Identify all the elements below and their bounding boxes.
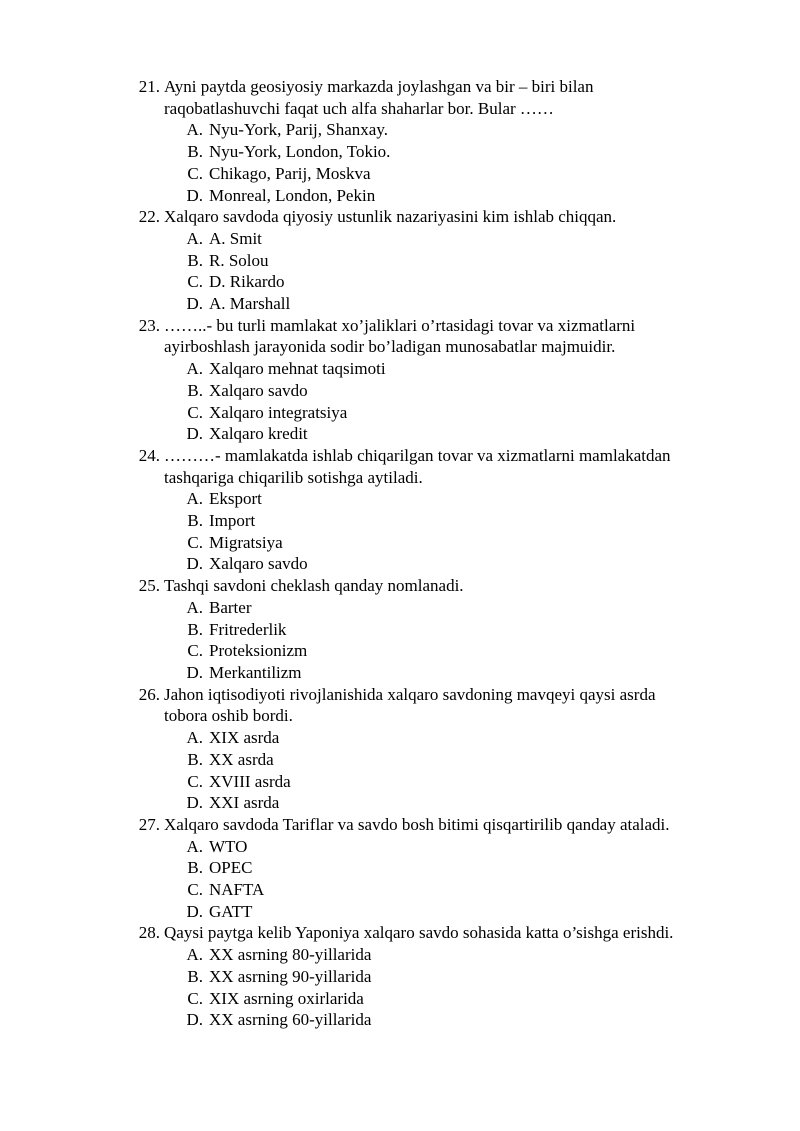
answer-option	[0, 792, 800, 814]
option-letter: B.	[187, 619, 203, 639]
question-28	[0, 922, 800, 1031]
question-text-line: Xalqaro savdoda Tariflar va savdo bosh bitimi qisqartirilib qanday ataladi.	[164, 814, 670, 834]
question-text-line: raqobatlashuvchi faqat uch alfa shaharlar bor. Bular ……	[164, 98, 554, 118]
option-text: Monreal, London, Pekin	[209, 185, 376, 205]
question-number: 25.	[138, 576, 160, 596]
answer-option	[0, 662, 800, 684]
option-text: Chikago, Parij, Moskva	[209, 163, 371, 183]
question-25	[0, 575, 800, 684]
option-text: XX asrning 80-yillarida	[209, 945, 372, 965]
option-text: WTO	[209, 836, 248, 856]
answer-option	[0, 488, 800, 510]
option-text: Xalqaro savdo	[209, 554, 308, 574]
option-text: Proteksionizm	[209, 641, 308, 661]
answer-option	[0, 771, 800, 793]
option-text: Barter	[209, 597, 252, 617]
answer-option	[0, 358, 800, 380]
option-text: Nyu-York, London, Tokio.	[209, 142, 391, 162]
option-letter: A.	[186, 597, 203, 617]
option-letter: C.	[187, 988, 203, 1008]
question-text-line: tashqariga chiqarilib sotishga aytiladi.	[164, 467, 423, 487]
option-text: XX asrning 90-yillarida	[209, 966, 372, 986]
option-text: XXI asrda	[209, 793, 280, 813]
option-text: Eksport	[209, 489, 262, 509]
option-letter: A.	[186, 489, 203, 509]
option-letter: C.	[187, 163, 203, 183]
option-letter: C.	[187, 532, 203, 552]
answer-option	[0, 749, 800, 771]
answer-option	[0, 228, 800, 250]
option-text: Xalqaro mehnat taqsimoti	[209, 359, 386, 379]
option-text: XX asrda	[209, 749, 274, 769]
option-letter: B.	[187, 966, 203, 986]
question-21	[0, 76, 800, 206]
option-letter: B.	[187, 511, 203, 531]
option-letter: B.	[187, 250, 203, 270]
option-letter: B.	[187, 858, 203, 878]
option-letter: D.	[186, 662, 203, 682]
answer-option	[0, 1009, 800, 1031]
option-letter: A.	[186, 120, 203, 140]
option-letter: A.	[186, 945, 203, 965]
option-letter: D.	[186, 554, 203, 574]
option-text: Nyu-York, Parij, Shanxay.	[209, 120, 388, 140]
answer-option	[0, 510, 800, 532]
option-text: XX asrning 60-yillarida	[209, 1010, 372, 1030]
option-letter: C.	[187, 641, 203, 661]
question-text-line: tobora oshib bordi.	[164, 706, 293, 726]
option-text: GATT	[209, 901, 253, 921]
question-27	[0, 814, 800, 923]
option-text: Merkantilizm	[209, 662, 302, 682]
answer-option	[0, 119, 800, 141]
answer-option	[0, 640, 800, 662]
answer-option	[0, 901, 800, 923]
option-text: Xalqaro kredit	[209, 424, 308, 444]
answer-option	[0, 857, 800, 879]
question-22	[0, 206, 800, 315]
option-letter: D.	[186, 424, 203, 444]
document-page	[0, 76, 800, 1031]
option-letter: A.	[186, 359, 203, 379]
question-number: 23.	[138, 315, 160, 335]
answer-option	[0, 141, 800, 163]
option-text: A. Smit	[209, 228, 262, 248]
answer-option	[0, 532, 800, 554]
option-text: OPEC	[209, 858, 253, 878]
answer-option	[0, 293, 800, 315]
option-letter: C.	[187, 771, 203, 791]
option-letter: A.	[186, 228, 203, 248]
answer-option	[0, 250, 800, 272]
answer-option	[0, 185, 800, 207]
answer-option	[0, 597, 800, 619]
question-text-line: Xalqaro savdoda qiyosiy ustunlik nazariyasini kim ishlab chiqqan.	[164, 207, 617, 227]
option-letter: A.	[186, 728, 203, 748]
option-text: D. Rikardo	[209, 272, 285, 292]
option-text: Import	[209, 511, 256, 531]
answer-option	[0, 271, 800, 293]
option-letter: D.	[186, 793, 203, 813]
option-text: Fritrederlik	[209, 619, 287, 639]
answer-option	[0, 423, 800, 445]
question-number: 21.	[138, 77, 160, 96]
option-text: Migratsiya	[209, 532, 283, 552]
answer-option	[0, 836, 800, 858]
question-text-line: ayirboshlash jarayonida sodir bo’ladigan munosabatlar majmuidir.	[164, 337, 616, 357]
option-letter: B.	[187, 380, 203, 400]
option-letter: D.	[186, 901, 203, 921]
question-text-line: Jahon iqtisodiyoti rivojlanishida xalqaro savdoning mavqeyi qaysi asrda	[164, 684, 656, 704]
question-24	[0, 445, 800, 575]
question-text-line: ……..- bu turli mamlakat xo’jaliklari o’rtasidagi tovar va xizmatlarni	[164, 315, 636, 335]
answer-option	[0, 163, 800, 185]
option-letter: A.	[186, 836, 203, 856]
option-text: NAFTA	[209, 880, 265, 900]
option-letter: D.	[186, 294, 203, 314]
option-letter: D.	[186, 185, 203, 205]
option-letter: C.	[187, 402, 203, 422]
question-text-line: ………- mamlakatda ishlab chiqarilgan tovar va xizmatlarni mamlakatdan	[164, 445, 671, 465]
option-letter: B.	[187, 142, 203, 162]
question-number: 24.	[138, 445, 160, 465]
question-number: 26.	[138, 684, 160, 704]
option-text: XVIII asrda	[209, 771, 291, 791]
question-number: 22.	[138, 207, 160, 227]
option-letter: C.	[187, 880, 203, 900]
answer-option	[0, 619, 800, 641]
option-text: Xalqaro integratsiya	[209, 402, 348, 422]
answer-option	[0, 944, 800, 966]
answer-option	[0, 553, 800, 575]
question-text-line: Ayni paytda geosiyosiy markazda joylashgan va bir – biri bilan	[164, 77, 594, 96]
option-letter: C.	[187, 272, 203, 292]
question-23	[0, 315, 800, 445]
option-letter: B.	[187, 749, 203, 769]
question-text-line: Tashqi savdoni cheklash qanday nomlanadi.	[164, 576, 464, 596]
question-26	[0, 684, 800, 814]
answer-option	[0, 727, 800, 749]
option-letter: D.	[186, 1010, 203, 1030]
answer-option	[0, 879, 800, 901]
answer-option	[0, 402, 800, 424]
option-text: XIX asrning oxirlarida	[209, 988, 364, 1008]
question-number: 27.	[138, 814, 160, 834]
answer-option	[0, 988, 800, 1010]
option-text: Xalqaro savdo	[209, 380, 308, 400]
answer-option	[0, 966, 800, 988]
option-text: A. Marshall	[209, 294, 291, 314]
question-text-line: Qaysi paytga kelib Yaponiya xalqaro savdo sohasida katta o’sishga erishdi.	[164, 923, 674, 943]
option-text: XIX asrda	[209, 728, 280, 748]
answer-option	[0, 380, 800, 402]
option-text: R. Solou	[209, 250, 269, 270]
question-number: 28.	[138, 923, 160, 943]
